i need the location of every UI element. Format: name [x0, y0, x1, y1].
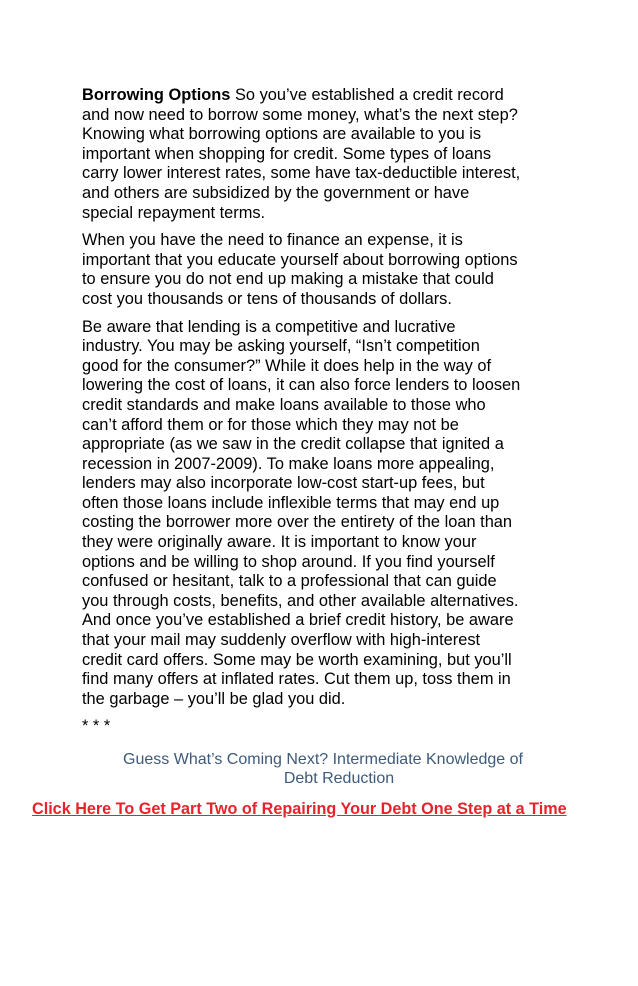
teaser-line: Debt Reduction: [283, 770, 395, 787]
text-line: options and be willing to shop around. If you find yourself: [82, 552, 495, 571]
text-line: industry. You may be asking yourself, “Isn’t competition: [82, 337, 480, 356]
paragraph-finance-expense: [82, 231, 572, 309]
text-line: credit standards and make loans available to those who: [82, 395, 486, 414]
text-line: confused or hesitant, talk to a professional that can guide: [82, 572, 497, 591]
teaser-line: Guess What’s Coming Next? Intermediate Knowledge of: [123, 751, 523, 768]
text-line: credit card offers. Some may be worth examining, but you’ll: [82, 650, 512, 669]
text-line: lenders may also incorporate low-cost start-up fees, but: [82, 474, 485, 493]
text-line: and now need to borrow some money, what’s the next step?: [82, 105, 518, 124]
section-separator: * * *: [82, 717, 111, 736]
text-line: they were originally aware. It is important to know your: [82, 533, 477, 552]
next-part-teaser: [0, 750, 638, 788]
text-line: important that you educate yourself about borrowing options: [82, 250, 518, 269]
text-line: costing the borrower more over the entirety of the loan than: [82, 513, 513, 532]
document-body: [82, 86, 572, 737]
text-line: good for the consumer?” While it does help in the way of: [82, 356, 492, 375]
text-line: Borrowing Options So you’ve established a credit record: [82, 86, 504, 104]
text-line: to ensure you do not end up making a mistake that could: [82, 270, 494, 289]
text-line: Knowing what borrowing options are available to you is: [82, 125, 482, 144]
section-heading: Borrowing Options: [82, 86, 231, 104]
text-line: lowering the cost of loans, it can also force lenders to loosen: [82, 376, 521, 395]
text-line: carry lower interest rates, some have tax-deductible interest,: [82, 164, 521, 183]
text-line: Be aware that lending is a competitive and lucrative: [82, 317, 456, 336]
text-line: often those loans include inflexible terms that may end up: [82, 493, 500, 512]
text-line: cost you thousands or tens of thousands of dollars.: [82, 289, 452, 308]
paragraph-borrowing-options: [82, 86, 572, 223]
text-line: appropriate (as we saw in the credit collapse that ignited a: [82, 435, 504, 454]
text-line: recession in 2007-2009). To make loans more appealing,: [82, 454, 495, 473]
text-line: find many offers at inflated rates. Cut them up, toss them in: [82, 670, 511, 689]
text-line: important when shopping for credit. Some types of loans: [82, 144, 492, 163]
text-line: the garbage – you’ll be glad you did.: [82, 689, 346, 708]
text-line: that your mail may suddenly overflow with high-interest: [82, 631, 481, 650]
text-line: special repayment terms.: [82, 203, 266, 222]
text-line: and others are subsidized by the government or have: [82, 183, 470, 202]
text-line: When you have the need to finance an expense, it is: [82, 231, 463, 250]
paragraph-lending-competition: [82, 318, 572, 710]
part-two-link[interactable]: Click Here To Get Part Two of Repairing Your Debt One Step at a Time: [32, 800, 567, 818]
text-line: can’t afford them or for those which they may not be: [82, 415, 459, 434]
text-line: And once you’ve established a brief credit history, be aware: [82, 611, 514, 630]
text-line: you through costs, benefits, and other available alternatives.: [82, 591, 519, 610]
